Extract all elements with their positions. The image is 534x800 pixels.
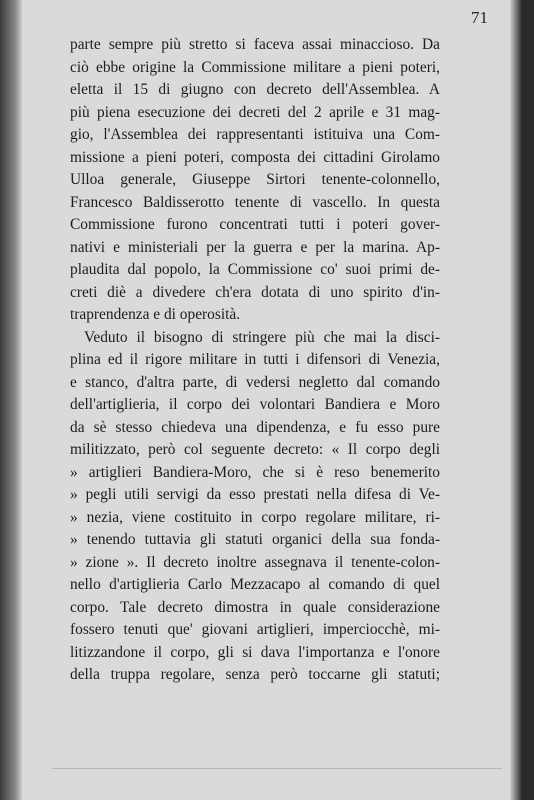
text-line: nativi e ministeriali per la guerra e per la marina. Ap- [70, 238, 440, 256]
page-number: 71 [471, 8, 488, 27]
text-line: e stanco, d'altra parte, di vedersi negletto dal comando [70, 373, 440, 391]
text-line: Ulloa generale, Giuseppe Sirtori tenente-colonnello, [70, 171, 440, 188]
text-line: nello d'artiglieria Carlo Mezzacapo al comando di quel [70, 576, 440, 593]
text-line: Francesco Baldisserotto tenente di vascello. In questa [70, 193, 440, 211]
text-line: della truppa regolare, senza però toccarne gli statuti; [70, 666, 440, 683]
text-line: più piena esecuzione dei decreti del 2 aprile e 31 mag- [70, 103, 440, 121]
text-line: corpo. Tale decreto dimostra in quale considerazione [70, 598, 440, 616]
text-line: parte sempre più stretto si faceva assai minaccioso. Da [70, 36, 440, 53]
text-line: eletta il 15 di giugno con decreto dell'Assemblea. A [70, 81, 440, 98]
text-line: » pegli utili servigi da esso prestati nella difesa di Ve- [70, 486, 440, 503]
paragraph-2 [70, 327, 440, 687]
text-line: litizzandone il corpo, gli si dava l'importanza e l'onore [70, 643, 440, 661]
text-line: » zione ». Il decreto inoltre assegnava il tenente-colon- [70, 553, 440, 571]
text-line: dell'artiglieria, il corpo dei volontari Bandiera e Moro [70, 396, 440, 413]
text-line: » tenendo tuttavia gli statuti organici della sua fonda- [70, 531, 440, 548]
text-line: Commissione furono concentrati tutti i poteri gover- [70, 216, 440, 233]
text-line: » artiglieri Bandiera-Moro, che si è reso benemerito [70, 463, 440, 481]
text-line: ciò ebbe origine la Commissione militare a pieni poteri, [70, 58, 440, 76]
text-line: traprendenza e di operosità. [70, 306, 241, 323]
text-line: da sè stesso chiedeva una dipendenza, e fu esso pure [70, 418, 440, 436]
text-line: creti diè a divedere ch'era dotata di uno spirito d'in- [70, 283, 440, 301]
text-line: » nezia, viene costituito in corpo regolare militare, ri- [70, 508, 440, 526]
text-line: plina ed il rigore militare in tutti i difensori di Venezia, [70, 351, 440, 368]
book-page [22, 0, 522, 800]
book-gutter-shadow [0, 0, 22, 800]
text-line: missione a pieni poteri, composta dei cittadini Girolamo [70, 148, 440, 166]
paragraph-1 [70, 34, 440, 327]
text-line: militizzato, però col seguente decreto: « Il corpo degli [70, 441, 440, 458]
bottom-rule [52, 768, 502, 769]
text-line: Veduto il bisogno di stringere più che mai la disci- [84, 328, 440, 346]
text-line: gio, l'Assemblea dei rappresentanti istituiva una Com- [70, 126, 440, 143]
page-edge-shadow [510, 0, 522, 800]
body-text [70, 34, 440, 687]
text-line: fossero tenuti que' giovani artiglieri, imperciocchè, mi- [70, 621, 440, 638]
text-line: plaudita dal popolo, la Commissione co' suoi primi de- [70, 261, 440, 278]
